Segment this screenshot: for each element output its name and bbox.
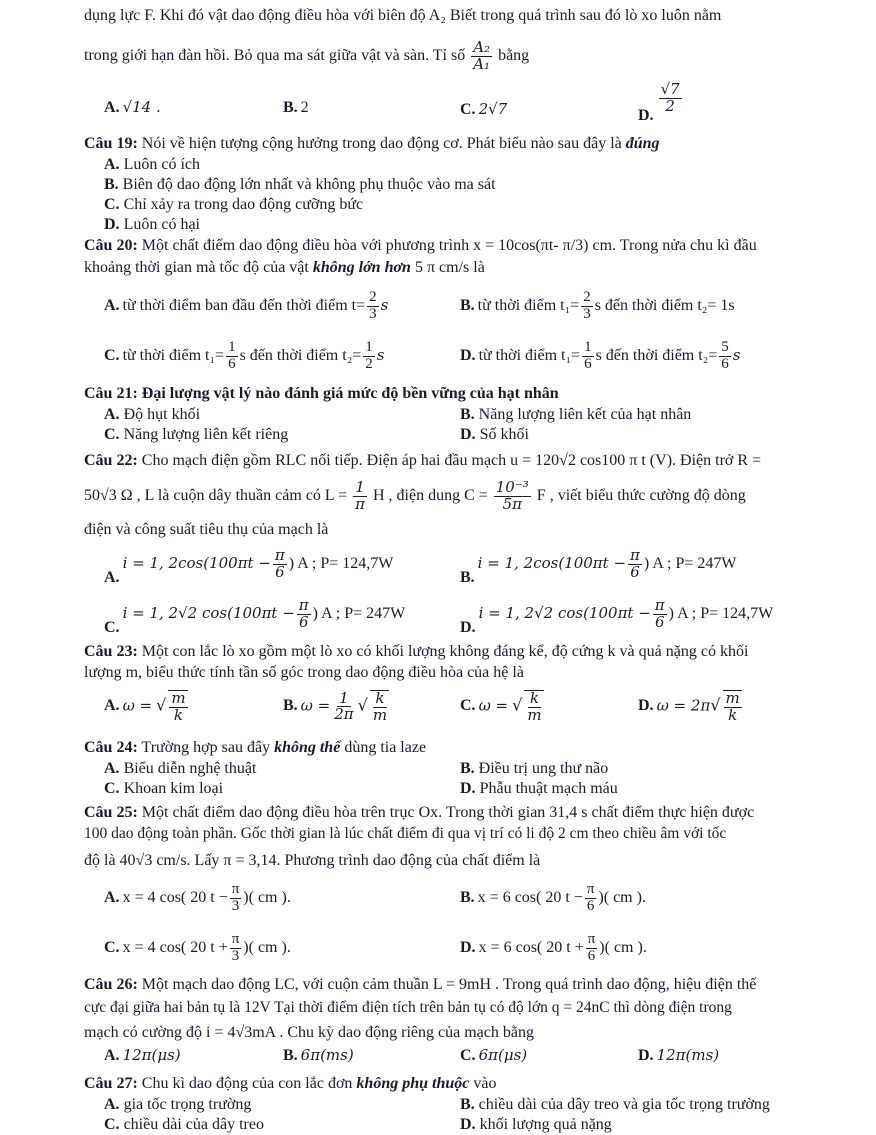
q19-option-a[interactable] (104, 155, 856, 175)
option-fraction (168, 690, 187, 724)
option-label: B. (460, 296, 475, 314)
option-num: √7 (660, 80, 680, 98)
option-label: A. (104, 99, 120, 116)
option-tail: s đến thời điểm t₂= 1s (594, 296, 735, 314)
q25-options-row2 (84, 931, 836, 964)
option-text: ω = (122, 696, 153, 715)
option-text: i = 1, 2cos(100πt − (477, 553, 627, 572)
q27-option-c[interactable] (104, 1115, 444, 1135)
q21-option-b[interactable] (460, 405, 830, 425)
option-num: k (529, 689, 539, 707)
q22-stem-text4: F , viết biểu thức cường độ dòng (536, 486, 746, 504)
option-den: 3 (369, 305, 377, 322)
option-text: x = 6 cos( 20 t − (477, 888, 583, 906)
option-tail: ) A ; P= 124,7W (288, 554, 394, 572)
option-unit: s (376, 345, 385, 364)
option-tail: )( cm ). (599, 938, 647, 956)
q20-stem-text: Một chất điểm dao động điều hòa với phương trình x = 10cos(πt- π/3) cm. Trong nửa chu kì đầu (141, 237, 757, 254)
option-den: 6 (630, 562, 640, 581)
option-text: i = 1, 2cos(100πt − (122, 553, 271, 572)
option-tail: ) A ; P= 247W (643, 554, 737, 572)
q22-stem-text2: 50√3 Ω , L là cuộn dây thuần cảm có L = (84, 486, 348, 504)
option-text: Biên độ dao động lớn nhất và không phụ thuộc vào ma sát (122, 176, 496, 193)
option-fraction (628, 548, 642, 581)
option-label: A. (104, 760, 120, 777)
q26-stem-line1 (84, 975, 836, 995)
option-label: A. (104, 697, 120, 715)
q23-option-b[interactable] (283, 690, 391, 724)
q23-stem-text: Một con lắc lò xo gồm một lò xo có khối lượng không đáng kể, độ cứng k và quả nặng có khối (141, 643, 749, 660)
q25-number: Câu 25: (84, 804, 138, 821)
q22-c-num: 10⁻³ (495, 478, 529, 496)
q20-stem-text2: khoảng thời gian mà tốc độ của vật (84, 259, 309, 276)
q25-option-c[interactable] (104, 932, 291, 965)
q18-options (84, 80, 836, 124)
option-num: π (630, 546, 640, 564)
q18-option-d[interactable] (638, 82, 684, 126)
option-text: Số khối (479, 426, 529, 443)
q24-option-c[interactable] (104, 779, 444, 799)
option-label: D. (104, 216, 120, 233)
option-text: 2 (300, 99, 309, 116)
option-den: 6 (586, 897, 595, 914)
option-tail: )( cm ). (243, 888, 291, 906)
option-coef (332, 688, 355, 724)
option-fraction (585, 882, 597, 915)
q24-emphasis: không thể (274, 739, 341, 756)
q18-stem-line1: dụng lực F. Khi đó vật dao động điều hòa với biên độ A₂ Biết trong quá trình sau đó lò xo luôn nằm (84, 7, 722, 24)
option-tail: )( cm ). (598, 888, 646, 906)
option-text: chiều dài của dây treo và gia tốc trọng trường (478, 1096, 770, 1113)
option-text: x = 4 cos( 20 t − (122, 888, 228, 906)
q22-stem-text: Cho mạch điện gồm RLC nối tiếp. Điện áp hai đầu mạch u = 120√2 cos100 π t (V). Điện trở R = (141, 452, 762, 469)
q22-options-row1 (84, 546, 836, 586)
option-label: D. (460, 1116, 476, 1133)
option-label: C. (460, 1047, 476, 1064)
option-label: B. (283, 697, 298, 715)
q22-stem-line3: điện và công suất tiêu thụ của mạch là (84, 521, 329, 538)
q21-stem-text: Đại lượng vật lý nào đánh giá mức độ bền vững của hạt nhân (141, 385, 559, 402)
option-label: B. (104, 176, 119, 193)
option-fraction (581, 290, 593, 323)
q19-option-b[interactable] (104, 175, 856, 195)
q26-option-c[interactable] (460, 1046, 527, 1066)
option-label: B. (460, 1096, 475, 1113)
q24-option-a[interactable] (104, 759, 444, 779)
option-label: C. (104, 426, 120, 443)
option-text: 12π(ms) (656, 1046, 720, 1064)
option-text: i = 1, 2√2 cos(100πt − (478, 603, 651, 622)
option-unit: s (732, 345, 741, 364)
option-text: từ thời điểm t₁= (122, 346, 225, 364)
q20-options-row1 (84, 289, 836, 322)
option-label: A. (104, 406, 120, 423)
option-den2: 2 (365, 355, 373, 372)
option-fraction (370, 690, 389, 724)
option-text: Điều trị ung thư não (478, 760, 609, 777)
q22-inductance-fraction (353, 480, 367, 513)
option-tail: ) A ; P= 247W (312, 604, 406, 622)
option-num: 1 (584, 339, 592, 355)
option-text: i = 1, 2√2 cos(100πt − (122, 603, 295, 622)
option-fraction (273, 548, 287, 581)
option-fraction (367, 290, 379, 323)
option-label: D. (638, 1047, 654, 1064)
option-den: 3 (583, 305, 591, 322)
option-label: B. (460, 568, 475, 586)
option-num: π (298, 596, 309, 614)
q26-stem-line3: mạch có cường độ i = 4√3mA . Chu kỳ dao động riêng của mạch bằng (84, 1024, 534, 1041)
q20-number: Câu 20: (84, 237, 138, 254)
option-fraction2 (363, 340, 375, 373)
option-fraction2 (719, 340, 731, 373)
q23-stem-line2: lượng m, biểu thức tính tần số góc trong dao động điều hòa của hệ là (84, 664, 524, 681)
q23-option-a[interactable] (104, 690, 190, 724)
option-label: A. (104, 156, 120, 173)
option-num: π (654, 596, 665, 614)
q18-stem-line2 (84, 40, 836, 73)
option-text: chiều dài của dây treo (123, 1116, 264, 1133)
option-label: B. (283, 99, 298, 116)
q18-option-c[interactable] (460, 100, 507, 120)
option-num2: 1 (365, 339, 373, 355)
sqrt-icon: √ (357, 695, 368, 715)
q22-capacitance-fraction (494, 480, 531, 513)
option-label: C. (104, 780, 120, 797)
option-num: π (231, 881, 240, 897)
option-den: 2 (665, 96, 675, 115)
option-label: B. (460, 888, 475, 906)
option-den: 6 (587, 947, 596, 964)
q22-l-den: π (355, 494, 365, 513)
q18-option-a[interactable] (104, 98, 161, 118)
q22-l-num: 1 (355, 478, 365, 496)
option-label: D. (460, 938, 476, 956)
option-text: khối lượng quả nặng (479, 1116, 612, 1133)
q21-option-d[interactable] (460, 425, 830, 445)
q25-option-d[interactable] (460, 932, 647, 965)
q21-number: Câu 21: (84, 385, 138, 402)
q20-stem-text3: 5 π cm/s là (414, 259, 485, 276)
option-num: π (274, 546, 285, 564)
q27-number: Câu 27: (84, 1075, 138, 1092)
q24-stem (84, 738, 836, 758)
q21-option-a[interactable] (104, 405, 444, 425)
q25-stem-line3: độ là 40√3 cm/s. Lấy π = 3,14. Phương trình dao động của chất điểm là (84, 852, 541, 869)
option-fraction (297, 598, 311, 631)
option-fraction (653, 598, 667, 631)
q20-options-row2 (84, 339, 836, 372)
option-den: 6 (584, 355, 592, 372)
option-den: k (728, 705, 738, 724)
option-label: D. (460, 346, 476, 364)
option-den: 6 (298, 612, 309, 631)
option-label: D. (638, 697, 654, 715)
option-text: ω = 2π (656, 696, 711, 715)
option-label: B. (460, 406, 475, 423)
q22-stem-text3: H , điện dung C = (372, 486, 488, 504)
q26-stem-text: Một mạch dao động LC, với cuộn cảm thuần L = 9mH . Trong quá trình dao động, hiệu điện thế (141, 976, 757, 993)
q23-option-c[interactable] (460, 690, 546, 724)
option-den: 6 (228, 355, 236, 372)
option-num: k (375, 689, 385, 707)
option-num: π (231, 931, 240, 947)
q27-stem-end: vào (473, 1075, 497, 1092)
q22-option-c[interactable] (104, 598, 405, 638)
q18-ratio-num: A₂ (473, 38, 491, 56)
q19-option-d[interactable] (104, 215, 856, 235)
q26-option-d[interactable] (638, 1046, 719, 1066)
q19-stem (84, 134, 836, 154)
option-den: 6 (654, 612, 665, 631)
option-text: Độ hụt khối (123, 406, 201, 423)
option-coef-num: 1 (339, 688, 349, 707)
option-fraction (226, 340, 238, 373)
option-den: m (527, 705, 542, 724)
q20-option-c[interactable] (104, 340, 385, 373)
q23-options (84, 688, 836, 724)
option-unit: s (380, 295, 389, 314)
option-text: ω = (478, 696, 509, 715)
q25-options-row1 (84, 881, 836, 914)
option-label: C. (460, 697, 476, 715)
option-text: Khoan kim loại (123, 780, 224, 797)
option-text: x = 6 cos( 20 t + (478, 938, 584, 956)
q18-ratio (471, 40, 492, 73)
option-label: C. (104, 618, 120, 636)
option-fraction (230, 932, 242, 965)
q24-number: Câu 24: (84, 739, 138, 756)
q27-stem (84, 1074, 836, 1094)
option-num: m (171, 689, 186, 707)
option-text: từ thời điểm t₁= (477, 296, 580, 314)
q26-option-b[interactable] (283, 1046, 354, 1066)
q25-option-b[interactable] (460, 882, 646, 915)
q20-option-d[interactable] (460, 340, 741, 373)
option-text: Năng lượng liên kết riêng (123, 426, 289, 443)
q23-option-d[interactable] (638, 690, 744, 724)
q21-stem (84, 384, 836, 404)
option-num: π (587, 931, 596, 947)
option-text: 12π(μs) (122, 1046, 181, 1064)
q23-number: Câu 23: (84, 643, 138, 660)
option-den: 3 (231, 947, 240, 964)
option-label: C. (460, 101, 476, 118)
option-den: 3 (231, 897, 240, 914)
q22-option-b[interactable] (460, 548, 736, 588)
q27-option-d[interactable] (460, 1115, 836, 1135)
q27-option-a[interactable] (104, 1095, 444, 1115)
q20-stem-line2 (84, 258, 836, 278)
option-label: B. (460, 760, 475, 777)
option-num: 2 (583, 289, 591, 305)
option-text: 6π(ms) (300, 1046, 354, 1064)
q22-option-a[interactable] (104, 548, 393, 588)
q25-stem-line1 (84, 803, 836, 823)
q20-stem-line1 (84, 236, 836, 256)
option-mid: s đến thời điểm t₂= (239, 346, 362, 364)
q26-number: Câu 26: (84, 976, 138, 993)
option-fraction (230, 882, 242, 915)
option-text: từ thời điểm ban đầu đến thời điểm t= (122, 296, 366, 314)
option-fraction (723, 690, 742, 724)
option-tail: )( cm ). (243, 938, 291, 956)
sqrt-icon: √ (512, 695, 523, 715)
option-text: Luôn có ích (123, 156, 200, 173)
q25-stem-line2: 100 dao động toàn phần. Gốc thời gian là lúc chất điểm đi qua vị trí có li độ 2 cm theo chiều âm với tốc (84, 825, 727, 842)
option-label: A. (104, 888, 120, 906)
q22-options-row2 (84, 596, 836, 636)
q18-option-b[interactable] (283, 98, 309, 118)
q18-stem-text: trong giới hạn đàn hồi. Bỏ qua ma sát giữa vật và sàn. Tỉ số (84, 46, 466, 64)
q24-stem-end: dùng tia laze (344, 739, 427, 756)
option-text: 6π(μs) (478, 1046, 528, 1064)
option-label: D. (460, 426, 476, 443)
q19-stem-text: Nói về hiện tượng cộng hưởng trong dao động cơ. Phát biểu nào sau đây là (141, 135, 622, 152)
option-label: D. (460, 780, 476, 797)
q20-emphasis: không lớn hơn (312, 259, 411, 276)
option-text: Luôn có hại (123, 216, 200, 233)
q24-stem-text: Trường hợp sau đây (141, 739, 271, 756)
q18-ratio-den: A₁ (473, 54, 491, 73)
option-num: π (586, 881, 595, 897)
option-label: D. (460, 618, 476, 636)
option-label: A. (104, 1096, 120, 1113)
q19-option-c[interactable] (104, 195, 856, 215)
q24-option-d[interactable] (460, 779, 830, 799)
option-text: ω = (300, 696, 331, 715)
option-den: 6 (275, 562, 285, 581)
q22-c-den: 5π (502, 494, 522, 513)
sqrt-icon: √ (710, 695, 721, 715)
q27-option-b[interactable] (460, 1095, 836, 1115)
option-text: 2√7 (478, 100, 508, 118)
option-den: k (173, 705, 183, 724)
q27-emphasis: không phụ thuộc (356, 1075, 470, 1092)
q25-option-a[interactable] (104, 882, 291, 915)
option-num: 2 (369, 289, 377, 305)
q22-stem-line1 (84, 451, 836, 471)
option-text: Biểu diễn nghệ thuật (123, 760, 257, 777)
option-label: C. (104, 938, 120, 956)
option-label: B. (283, 1047, 298, 1064)
option-fraction (524, 690, 543, 724)
q26-stem-line2: cực đại giữa hai bản tụ là 12V Tại thời điểm điện tích trên bản tụ có độ lớn q = 24nC thì dòng điện trong (84, 999, 732, 1016)
option-label: D. (638, 106, 654, 124)
option-text: Phẫu thuật mạch máu (479, 780, 618, 797)
option-num2: 5 (721, 339, 729, 355)
option-text: từ thời điểm t₁= (478, 346, 581, 364)
q22-stem-line2 (84, 480, 836, 513)
option-num: m (725, 689, 740, 707)
option-label: C. (104, 346, 120, 364)
option-text: Năng lượng liên kết của hạt nhân (478, 406, 692, 423)
option-text: Chỉ xảy ra trong dao động cưỡng bức (123, 196, 364, 213)
q20-option-b[interactable] (460, 290, 735, 323)
q19-number: Câu 19: (84, 135, 138, 152)
q22-option-d[interactable] (460, 598, 773, 638)
q27-stem-text: Chu kì dao động của con lắc đơn (141, 1075, 353, 1092)
option-num: 1 (228, 339, 236, 355)
q25-stem-text: Một chất điểm dao động điều hòa trên trục Ox. Trong thời gian 31,4 s chất điểm thực hiện được (141, 804, 755, 821)
q26-options (84, 1046, 836, 1072)
option-fraction (586, 932, 598, 965)
option-label: C. (104, 1116, 120, 1133)
option-label: A. (104, 568, 120, 586)
q18-stem-end: bằng (498, 46, 530, 64)
option-text: gia tốc trọng trường (123, 1096, 252, 1113)
option-tail: ) A ; P= 124,7W (668, 604, 774, 622)
option-label: A. (104, 1047, 120, 1064)
option-fraction (659, 82, 682, 115)
sqrt-icon: √ (156, 695, 167, 715)
option-mid: s đến thời điểm t₂= (595, 346, 718, 364)
q24-option-b[interactable] (460, 759, 830, 779)
option-text: √14 . (122, 98, 161, 116)
option-den: m (372, 705, 388, 724)
q19-emphasis: đúng (625, 135, 660, 152)
option-coef-den: 2π (334, 705, 354, 724)
option-label: C. (104, 196, 120, 213)
option-den2: 6 (721, 355, 729, 372)
option-label: A. (104, 296, 120, 314)
q22-number: Câu 22: (84, 452, 138, 469)
q23-stem-line1 (84, 642, 836, 662)
q20-option-a[interactable] (104, 290, 388, 323)
q21-option-c[interactable] (104, 425, 444, 445)
q26-option-a[interactable] (104, 1046, 181, 1066)
option-text: x = 4 cos( 20 t + (122, 938, 228, 956)
option-fraction (582, 340, 594, 373)
